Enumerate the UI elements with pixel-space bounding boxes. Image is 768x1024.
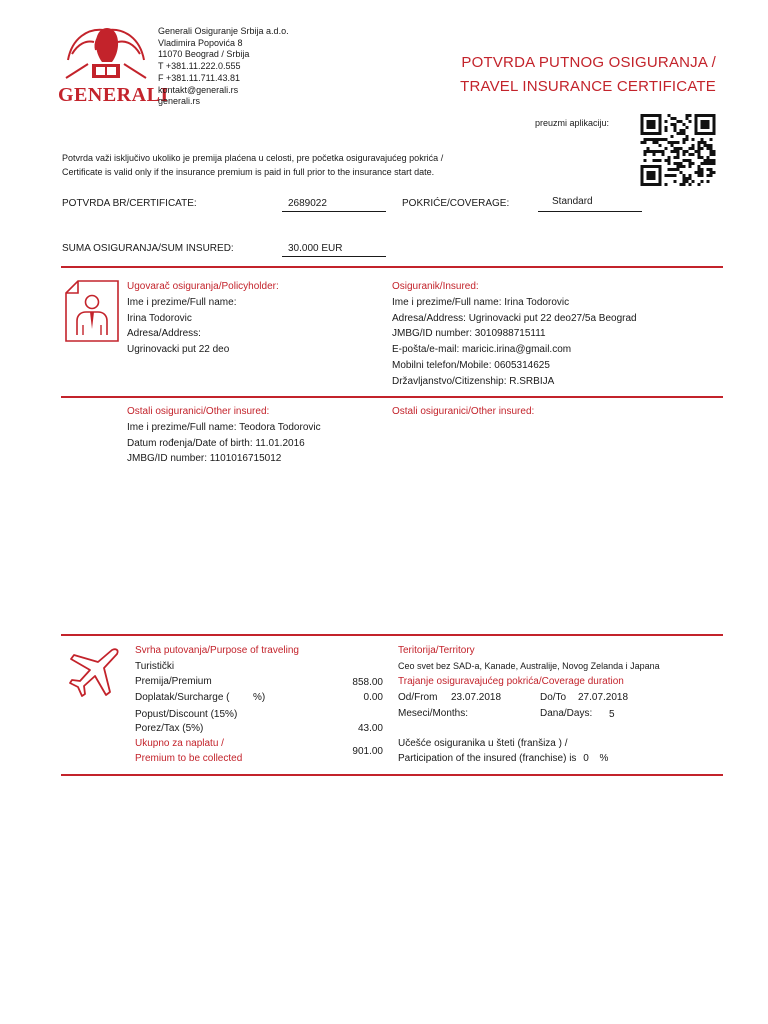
franchise-line-2 (398, 751, 608, 767)
days-value: 5 (609, 709, 615, 720)
company-line: Vladimira Popovića 8 (158, 37, 243, 48)
days-label: Dana/Days: (540, 708, 593, 719)
surcharge-label: Doplatak/Surcharge ( (135, 692, 230, 703)
company-line: 11070 Beograd / Srbija (158, 49, 250, 60)
certificate-number-value: 2689022 (288, 198, 327, 209)
insured-line: JMBG/ID number: 3010988715111 (392, 328, 546, 340)
divider (61, 266, 723, 268)
certificate-number-label: POTVRDA BR/CERTIFICATE: (62, 198, 197, 209)
total-label-1: Ukupno za naplatu / (135, 738, 224, 749)
certificate-number-underline (282, 211, 386, 212)
insured-section (392, 279, 637, 390)
territory-value: Ceo svet bez SAD-a, Kanade, Australije, Novog Zelanda i Japana (398, 661, 660, 671)
policyholder-title: Ugovarač osiguranja/Policyholder: (127, 281, 279, 292)
title-line-1: POTVRDA PUTNOG OSIGURANJA / (461, 54, 716, 71)
validity-line-1: Potvrda važi isključivo ukoliko je premija plaćena u celosti, pre početka osiguravajućeg pokrića / (62, 153, 444, 163)
to-value: 27.07.2018 (578, 692, 629, 703)
purpose-title: Svrha putovanja/Purpose of traveling (135, 645, 299, 656)
insured-line: Mobilni telefon/Mobile: 0605314625 (392, 359, 550, 371)
airplane-icon (66, 644, 122, 700)
franchise-label: Participation of the insured (franchise) is (398, 753, 577, 764)
coverage-value: Standard (552, 196, 593, 207)
other-insured-line: Ime i prezime/Full name: Teodora Todorovic (127, 421, 321, 433)
premium-value: 858.00 (352, 677, 383, 688)
coverage-label: POKRIĆE/COVERAGE: (402, 198, 510, 209)
insured-line: Adresa/Address: Ugrinovacki put 22 deo27/5a Beograd (392, 312, 637, 324)
total-label-2: Premium to be collected (135, 753, 243, 764)
territory-title: Teritorija/Territory (398, 645, 475, 656)
other-insured-title: Ostali osiguranici/Other insured: (127, 406, 270, 417)
other-insured-line: JMBG/ID number: 1101016715012 (127, 453, 282, 465)
surcharge-value: 0.00 (363, 692, 383, 703)
insured-title: Osiguranik/Insured: (392, 281, 479, 292)
tax-value: 43.00 (357, 723, 383, 734)
insured-line: Državljanstvo/Citizenship: R.SRBIJA (392, 375, 555, 387)
company-info (158, 26, 289, 108)
certificate-title (460, 52, 716, 97)
months-label: Meseci/Months: (398, 708, 469, 719)
divider (61, 774, 723, 776)
franchise-line-1: Učešće osiguranika u šteti (franšiza ) / (398, 738, 568, 749)
sum-insured-label: SUMA OSIGURANJA/SUM INSURED: (62, 243, 234, 254)
policyholder-line: Adresa/Address: (127, 328, 201, 340)
other-insured-line: Datum rođenja/Date of birth: 11.01.2016 (127, 437, 305, 449)
surcharge-percent: %) (253, 692, 266, 703)
policyholder-section (127, 279, 279, 358)
other-insured-left (127, 404, 321, 467)
divider (61, 634, 723, 636)
tax-label: Porez/Tax (5%) (135, 723, 204, 734)
company-line: Generali Osiguranje Srbija a.d.o. (158, 26, 289, 36)
purpose-value: Turistički (135, 661, 175, 672)
sum-insured-underline (282, 256, 386, 257)
to-label: Do/To (540, 692, 567, 703)
other-insured-right-title: Ostali osiguranici/Other insured: (392, 406, 535, 417)
franchise-value: 0 (583, 753, 589, 764)
from-value: 23.07.2018 (451, 692, 502, 703)
sum-insured-value: 30.000 EUR (288, 243, 343, 254)
app-label: preuzmi aplikaciju: (535, 118, 610, 128)
duration-title: Trajanje osiguravajućeg pokrića/Coverage duration (398, 676, 624, 687)
validity-note (62, 152, 443, 179)
generali-logo (58, 20, 169, 106)
total-value: 901.00 (352, 746, 383, 757)
logo-text: GENERALI (58, 84, 169, 106)
policyholder-line: Ime i prezime/Full name: (127, 296, 237, 308)
qr-code[interactable] (640, 114, 716, 186)
company-website-link[interactable]: generali.rs (158, 96, 201, 107)
insured-line: Ime i prezime/Full name: Irina Todorovic (392, 296, 570, 308)
person-document-icon (64, 279, 120, 343)
policyholder-line: Ugrinovacki put 22 deo (127, 344, 230, 356)
validity-line-2: Certificate is valid only if the insurance premium is paid in full prior to the insurance start date. (62, 166, 435, 177)
from-label: Od/From (398, 692, 438, 703)
policyholder-line: Irina Todorovic (127, 312, 192, 324)
title-line-2: TRAVEL INSURANCE CERTIFICATE (460, 78, 716, 95)
company-line: F +381.11.711.43.81 (158, 72, 240, 83)
divider (61, 396, 723, 398)
company-line: T +381.11.222.0.555 (158, 61, 241, 72)
coverage-underline (538, 211, 642, 212)
discount-label: Popust/Discount (15%) (135, 709, 238, 720)
generali-lion-logo (58, 20, 154, 82)
premium-label: Premija/Premium (135, 676, 212, 687)
franchise-percent: % (599, 753, 609, 764)
insured-line: E-pošta/e-mail: maricic.irina@gmail.com (392, 344, 572, 356)
company-email-link[interactable]: kontakt@generali.rs (158, 84, 239, 95)
